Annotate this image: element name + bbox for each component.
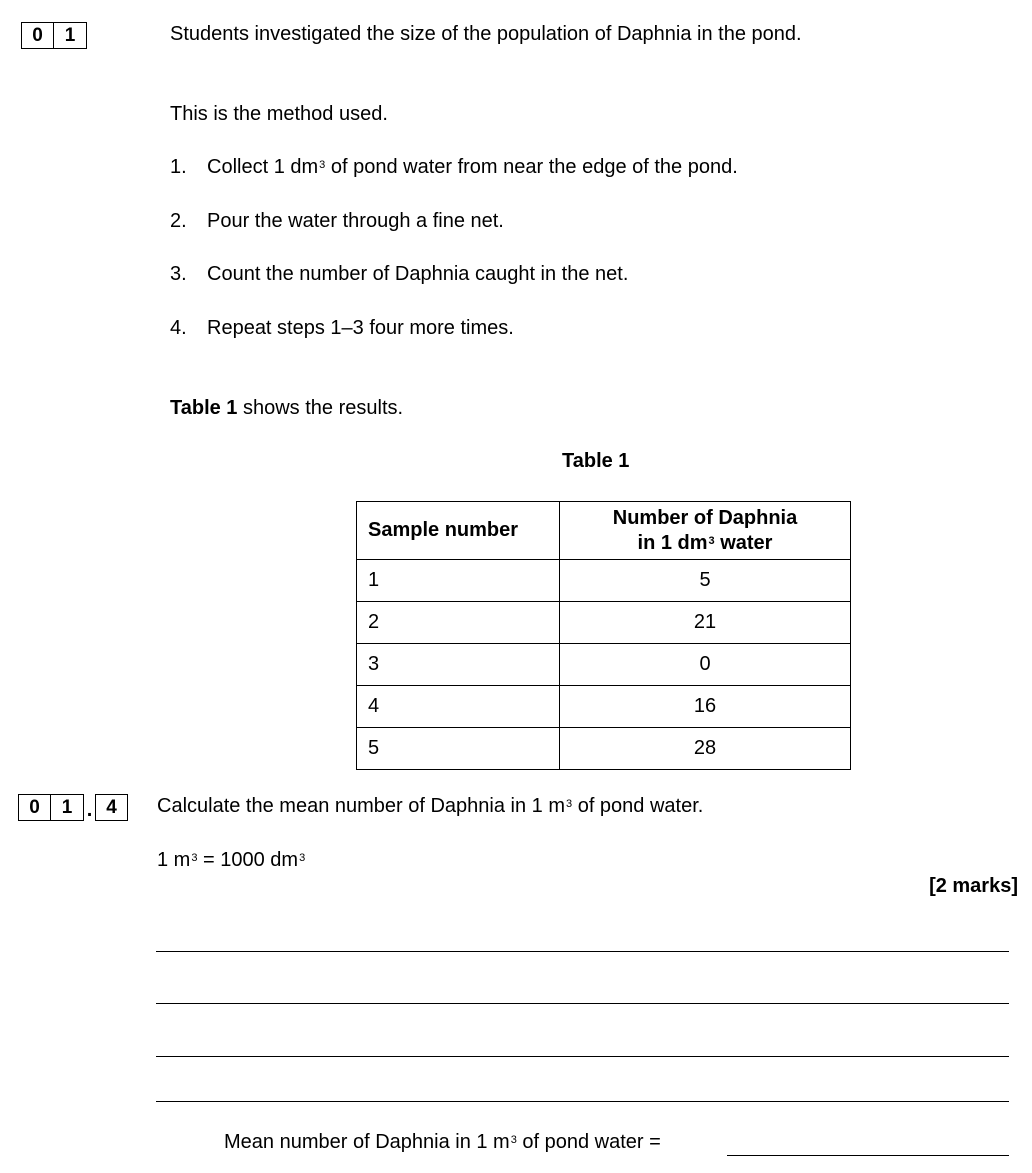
step-text: Count the number of Daphnia caught in the net. xyxy=(207,263,629,285)
subquestion-number-digit: 0 xyxy=(18,794,51,821)
subquestion-separator: . xyxy=(86,799,93,821)
header-sample-number: Sample number xyxy=(357,502,560,560)
method-intro: This is the method used. xyxy=(170,103,388,125)
step-number: 2. xyxy=(170,210,187,232)
table-row xyxy=(357,644,851,686)
question-intro: Students investigated the size of the population of Daphnia in the pond. xyxy=(170,23,802,45)
table-reference: Table 1 shows the results. xyxy=(170,397,404,419)
answer-line[interactable] xyxy=(156,1056,1009,1057)
step-number: 1. xyxy=(170,156,187,178)
marks-label: [2 marks] xyxy=(929,875,1018,897)
results-table xyxy=(356,501,851,770)
count-cell: 21 xyxy=(560,602,851,644)
header-daphnia-count: Number of Daphnia in 1 $dm^3$ water xyxy=(560,502,851,560)
question-number-digit: 1 xyxy=(54,22,87,49)
answer-line[interactable] xyxy=(156,951,1009,952)
step-text: Pour the water through a fine net. xyxy=(207,210,504,232)
sample-cell: 2 xyxy=(357,602,560,644)
subquestion-number-digit: 4 xyxy=(95,794,128,821)
sample-cell: 4 xyxy=(357,686,560,728)
unit-conversion: 1 $m^3 = 1000$ $dm^3$ xyxy=(157,849,306,871)
subquestion-number-digit: 1 xyxy=(51,794,84,821)
table-row xyxy=(357,728,851,770)
question-number-digit: 0 xyxy=(21,22,54,49)
subquestion-number-box xyxy=(18,794,128,821)
table-caption: Table 1 xyxy=(562,450,630,472)
table-row xyxy=(357,602,851,644)
step-text: Repeat steps 1–3 four more times. xyxy=(207,317,514,339)
table-row xyxy=(357,560,851,602)
count-cell: 5 xyxy=(560,560,851,602)
answer-line[interactable] xyxy=(156,1003,1009,1004)
count-cell: 0 xyxy=(560,644,851,686)
table-header-row xyxy=(357,502,851,560)
sample-cell: 1 xyxy=(357,560,560,602)
step-number: 3. xyxy=(170,263,187,285)
subquestion-prompt: Calculate the mean number of Daphnia in 1 $m^3$ of pond water. xyxy=(157,795,704,817)
sample-cell: 5 xyxy=(357,728,560,770)
final-answer-label: Mean number of Daphnia in 1 $m^3$ of pond water = xyxy=(224,1131,661,1153)
step-text: Collect 1 $dm^3$ of pond water from near the edge of the pond. xyxy=(207,156,738,178)
count-cell: 16 xyxy=(560,686,851,728)
count-cell: 28 xyxy=(560,728,851,770)
table-row xyxy=(357,686,851,728)
answer-line[interactable] xyxy=(156,1101,1009,1102)
step-number: 4. xyxy=(170,317,187,339)
sample-cell: 3 xyxy=(357,644,560,686)
final-answer-line[interactable] xyxy=(727,1155,1009,1156)
question-number-box xyxy=(21,22,87,49)
